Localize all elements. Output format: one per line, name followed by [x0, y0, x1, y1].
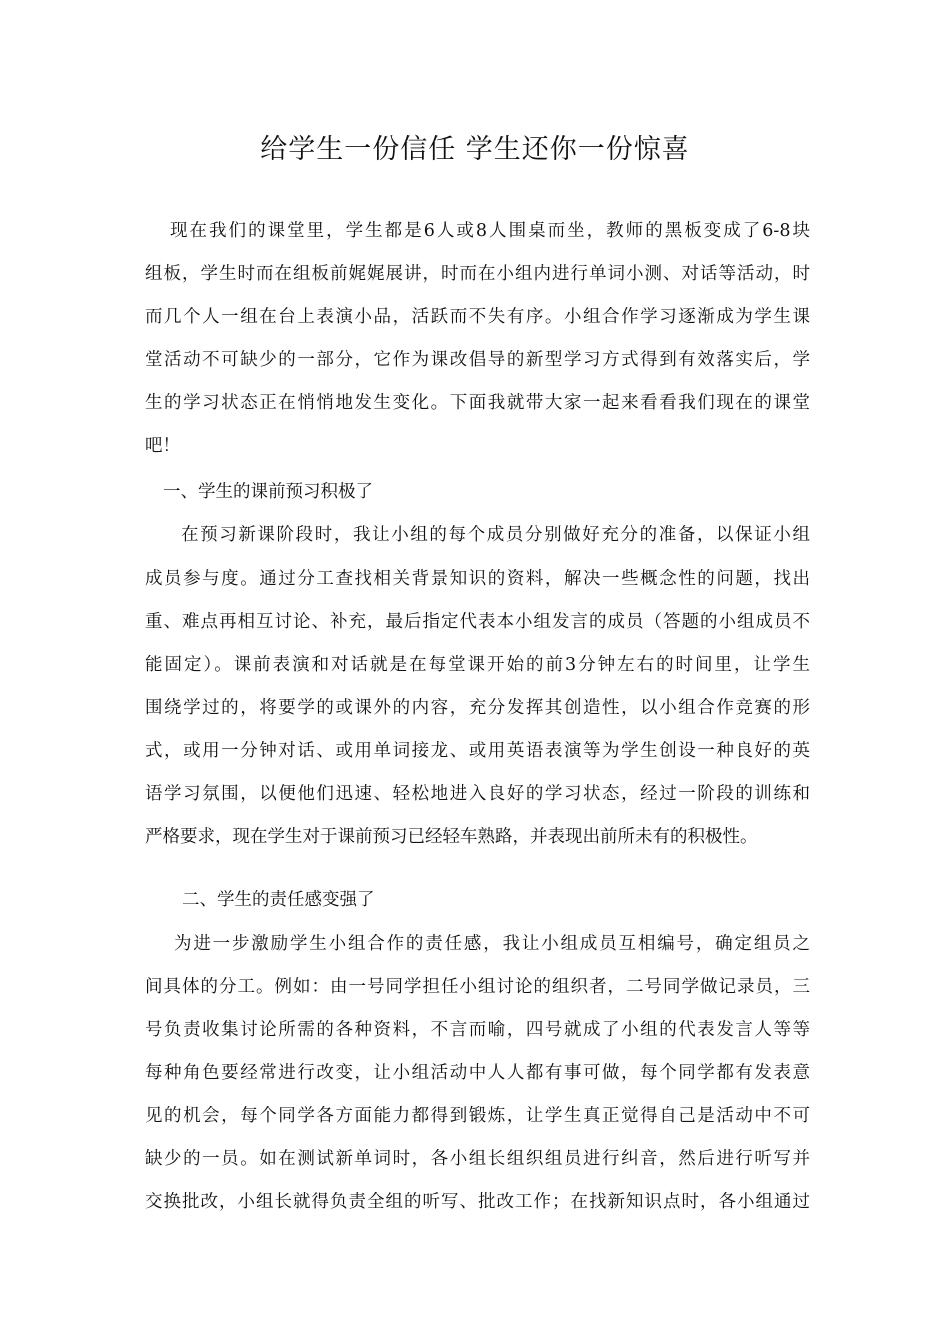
paragraph-line: 缺少的一员。如在测试新单词时，各小组长组织组员进行纠音，然后进行听写并 — [145, 1149, 810, 1169]
paragraph-line: 间具体的分工。例如：由一号同学担任小组讨论的组织者，二号同学做记录员，三 — [145, 977, 810, 997]
paragraph-line: 重、难点再相互讨论、补充，最后指定代表本小组发言的成员（答题的小组成员不 — [145, 612, 810, 632]
paragraph-line: 式，或用一分钟对话、或用单词接龙、或用英语表演等为学生创设一种良好的英 — [145, 741, 810, 761]
section-heading: 一、学生的课前预习积极了 — [163, 482, 373, 502]
paragraph-line: 为进一步激励学生小组合作的责任感，我让小组成员互相编号，确定组员之 — [174, 934, 810, 954]
paragraph-line: 吧！ — [145, 436, 180, 456]
paragraph-line: 围绕学过的，将要学的或课外的内容，充分发挥其创造性，以小组合作竞赛的形 — [145, 698, 810, 718]
section-heading: 二、学生的责任感变强了 — [182, 890, 375, 910]
paragraph-line: 堂活动不可缺少的一部分，它作为课改倡导的新型学习方式得到有效落实后，学 — [145, 350, 810, 370]
paragraph-line: 成员参与度。通过分工查找相关背景知识的资料，解决一些概念性的问题，找出 — [145, 569, 810, 589]
paragraph-line: 生的学习状态正在悄悄地发生变化。下面我就带大家一起来看看我们现在的课堂 — [145, 393, 810, 413]
paragraph-line: 交换批改，小组长就得负责全组的听写、批改工作；在找新知识点时，各小组通过 — [145, 1192, 810, 1212]
paragraph-line: 能固定）。课前表演和对话就是在每堂课开始的前3分钟左右的时间里，让学生 — [145, 655, 810, 675]
paragraph-line: 而几个人一组在台上表演小品，活跃而不失有序。小组合作学习逐渐成为学生课 — [145, 307, 810, 327]
paragraph-line: 在预习新课阶段时，我让小组的每个成员分别做好充分的准备，以保证小组 — [181, 525, 810, 545]
paragraph-line: 严格要求，现在学生对于课前预习已经轻车熟路，并表现出前所未有的积极性。 — [145, 827, 758, 847]
paragraph-line: 见的机会，每个同学各方面能力都得到锻炼，让学生真正觉得自己是活动中不可 — [145, 1106, 810, 1126]
paragraph-line: 号负责收集讨论所需的各种资料，不言而喻，四号就成了小组的代表发言人等等 — [145, 1020, 810, 1040]
paragraph-line: 现在我们的课堂里，学生都是6人或8人围桌而坐，教师的黑板变成了6-8块 — [170, 221, 810, 241]
paragraph-line: 组板，学生时而在组板前娓娓展讲，时而在小组内进行单词小测、对话等活动，时 — [145, 264, 810, 284]
page-title: 给学生一份信任 学生还你一份惊喜 — [260, 134, 690, 165]
paragraph-line: 每种角色要经常进行改变，让小组活动中人人都有事可做，每个同学都有发表意 — [145, 1063, 810, 1083]
paragraph-line: 语学习氛围，以便他们迅速、轻松地进入良好的学习状态，经过一阶段的训练和 — [145, 784, 810, 804]
